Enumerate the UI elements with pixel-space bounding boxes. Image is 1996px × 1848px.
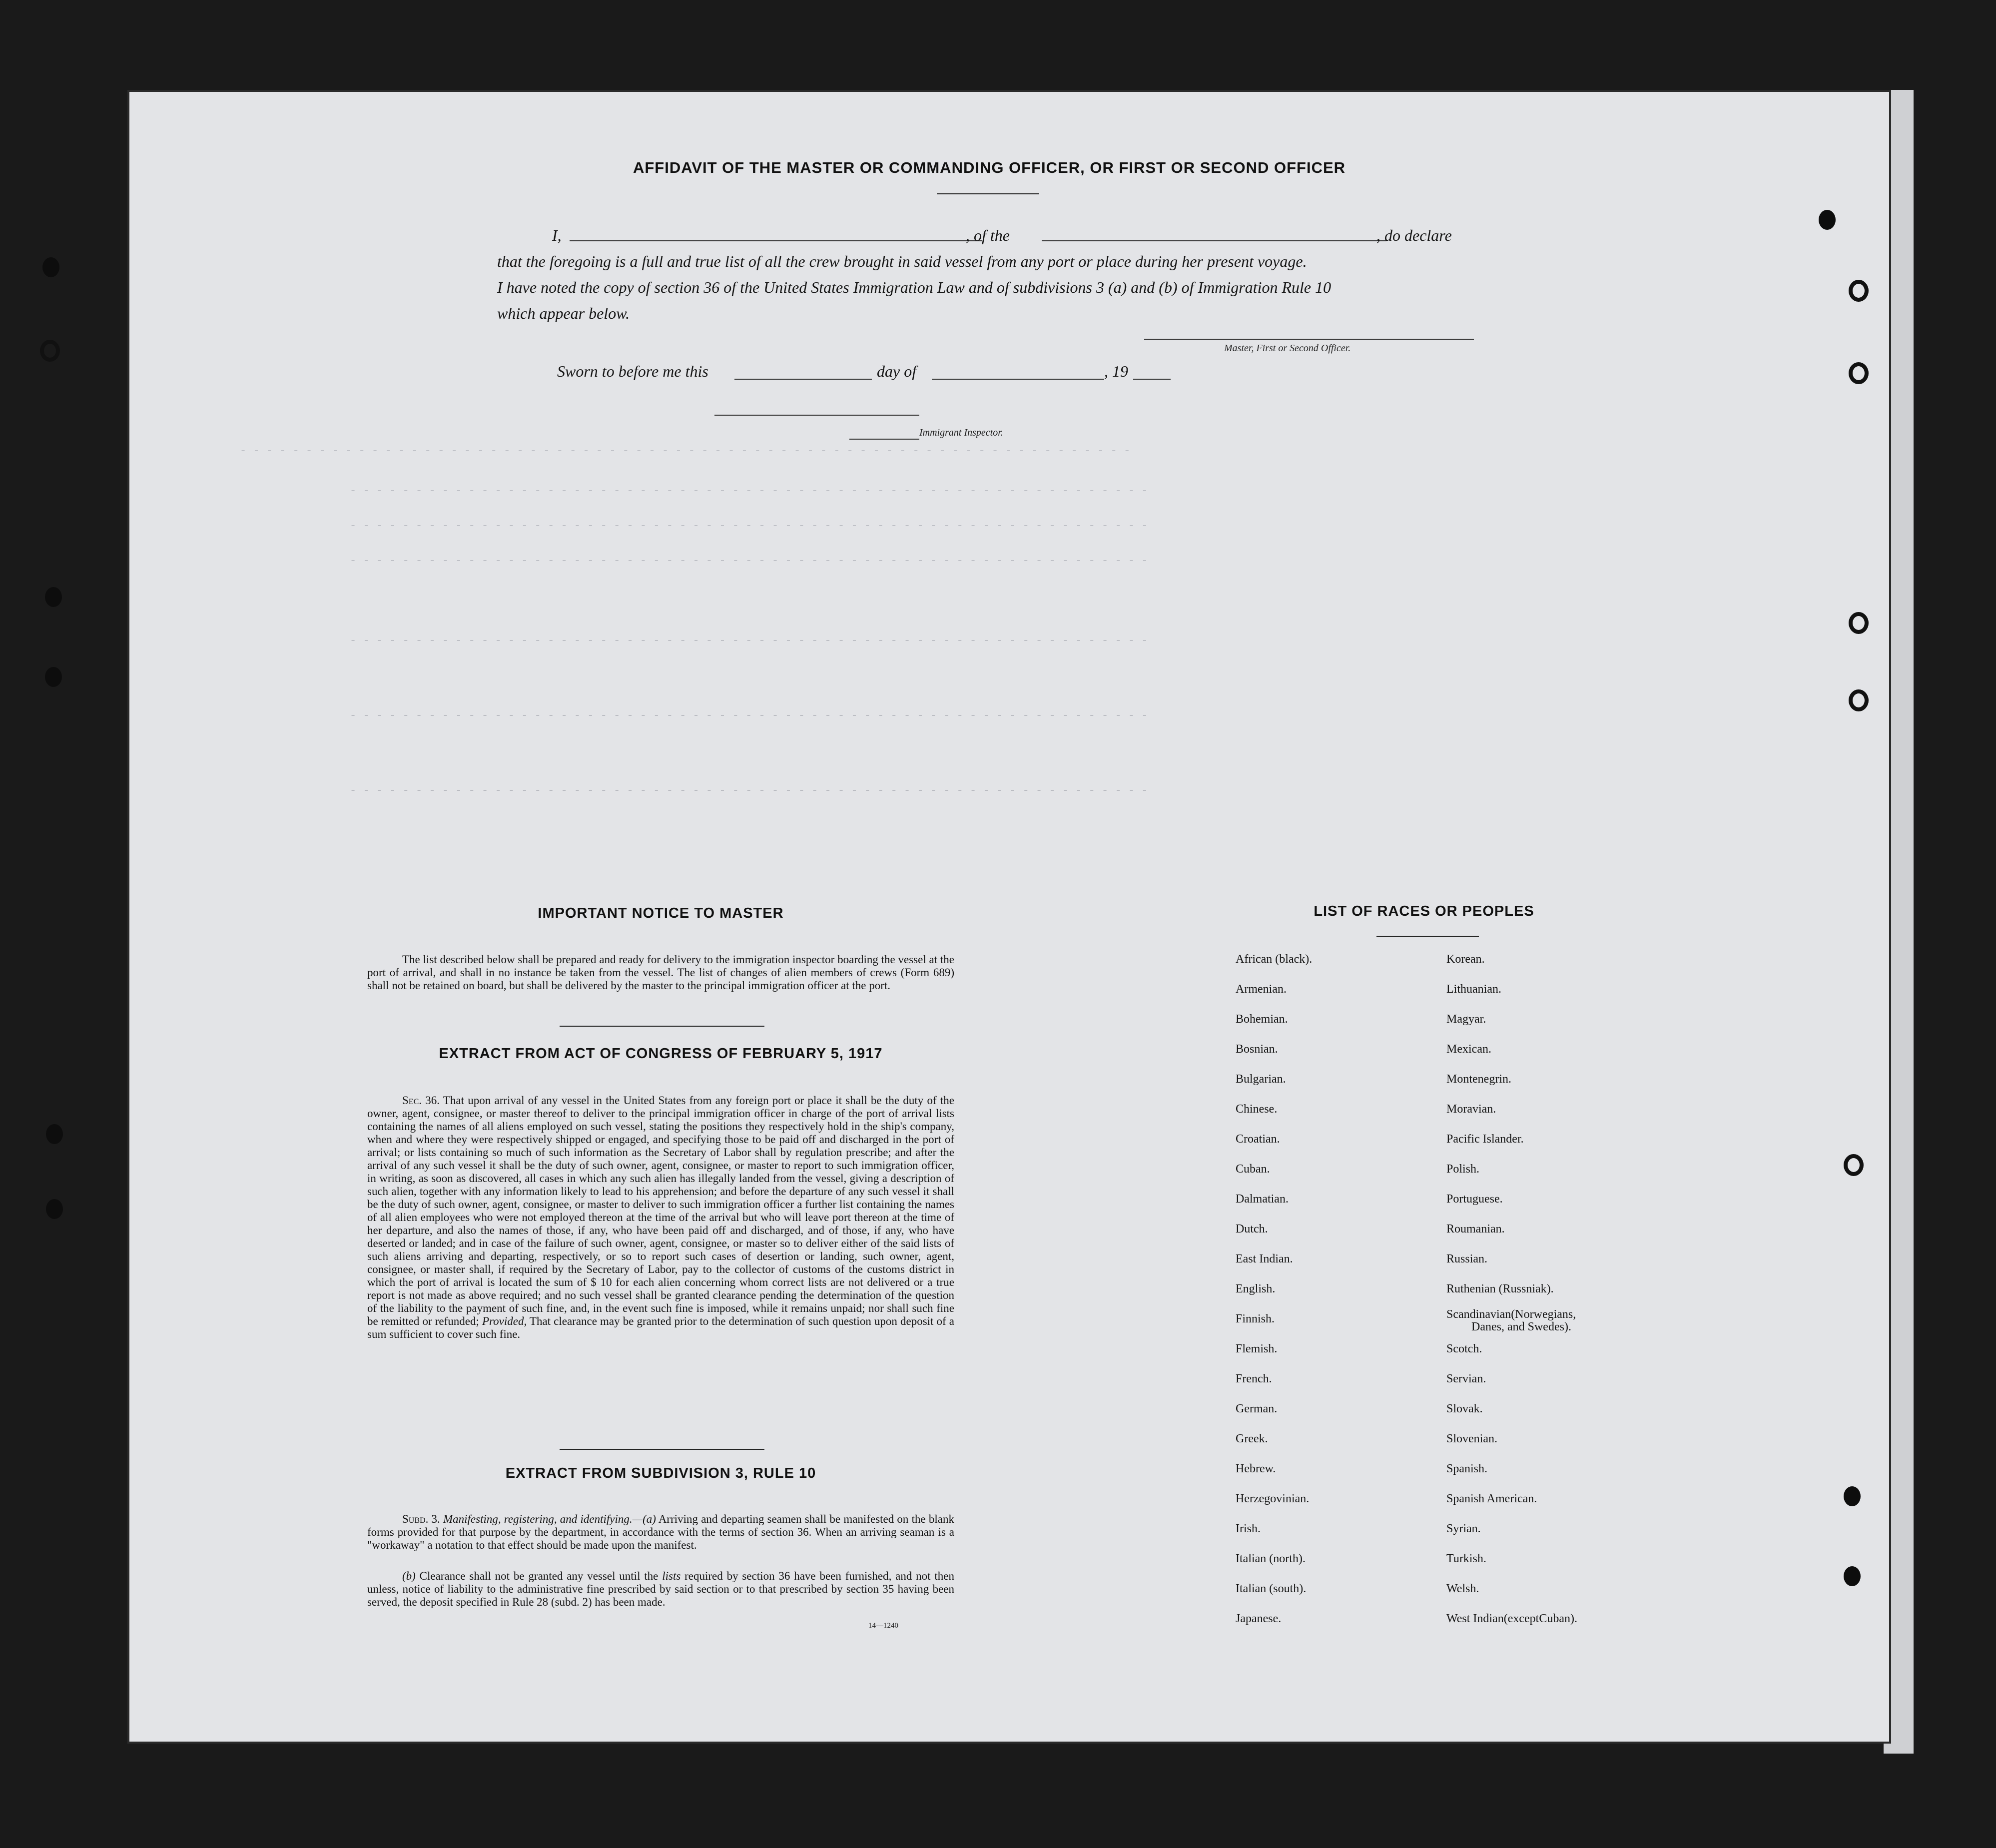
binder-hole [45,587,62,607]
rule10-title: EXTRACT FROM SUBDIVISION 3, RULE 10 [505,1465,816,1481]
affidavit-line-3: I have noted the copy of section 36 of the United States Immigration Law and of subdivisions 3 (a) and (b) of Immigration Rule 10 [497,278,1331,296]
master-signature-caption: Master, First or Second Officer. [1224,343,1351,354]
binder-hole [46,1199,63,1219]
binder-hole [40,340,60,362]
binder-hole [46,1124,63,1144]
race-item: Italian (north). [1236,1552,1306,1565]
affidavit-line-4: which appear below. [497,304,630,322]
race-item: West Indian(exceptCuban). [1446,1612,1577,1625]
race-item: Servian. [1446,1372,1486,1385]
affidavit-title: AFFIDAVIT OF THE MASTER OR COMMANDING OFFICER, OR FIRST OR SECOND OFFICER [633,159,1346,176]
binder-hole [1849,689,1869,711]
race-item: Finnish. [1236,1312,1275,1325]
divider [560,1449,764,1450]
sworn-prefix: Sworn to before me this [557,362,708,380]
race-item: Korean. [1446,953,1485,966]
race-item: East Indian. [1236,1252,1293,1265]
race-item: English. [1236,1282,1276,1295]
binder-hole [42,257,59,277]
master-signature-field[interactable] [1144,339,1474,340]
binder-hole [1849,362,1869,384]
race-item: Russian. [1446,1252,1488,1265]
divider [560,1026,764,1027]
race-item: Lithuanian. [1446,983,1501,996]
notice-title: IMPORTANT NOTICE TO MASTER [538,905,784,921]
sworn-day-of: day of [877,362,917,380]
divider [1376,936,1479,937]
sworn-month-field[interactable] [932,379,1104,380]
rule10-subd-heading: Manifesting, registering, and identifying.—(a) [443,1513,656,1525]
race-item: Bosnian. [1236,1043,1278,1056]
race-item: Scotch. [1446,1342,1482,1355]
rule10-b-body2: required by section 36 have been furnished, and not then unless, notice of liability to the administrative fine prescribed by said section or to that prescribed by section 35 having been served, the deposit specified in Rule 28 (subd. 2) has been made. [367,1570,955,1608]
race-item: French. [1236,1372,1272,1385]
race-item: Chinese. [1236,1103,1278,1116]
rule10-a-body: Arriving and departing seamen shall be manifested on the blank forms provided for that purpose by the department, in accordance with the terms of section 36. When an arriving seaman is a "workaway" a notation to that effect should be made upon the manifest. [367,1513,955,1551]
act-section-label: Sec. 36. [402,1094,440,1107]
rule10-b-lists: lists [662,1570,681,1582]
race-item: Greek. [1236,1432,1268,1445]
race-item: German. [1236,1402,1278,1415]
race-item: Japanese. [1236,1612,1282,1625]
binder-hole [1844,1566,1861,1586]
race-item: Dalmatian. [1236,1193,1289,1206]
race-item: Cuban. [1236,1163,1270,1176]
race-item: Portuguese. [1446,1193,1503,1206]
act-title: EXTRACT FROM ACT OF CONGRESS OF FEBRUARY 5, 1917 [439,1046,883,1062]
divider [937,193,1039,194]
sworn-day-field[interactable] [734,379,872,380]
race-item: Flemish. [1236,1342,1278,1355]
race-item: Scandinavian(Norwegians, [1446,1308,1576,1321]
race-item: Magyar. [1446,1013,1486,1026]
inspector-signature-underline [849,439,919,440]
binder-hole [1849,612,1869,634]
inspector-caption: Immigrant Inspector. [919,427,1003,438]
race-item: Welsh. [1446,1582,1479,1595]
race-item: Spanish. [1446,1462,1488,1475]
rule10-subd-a [367,1513,954,1552]
race-item: Pacific Islander. [1446,1133,1524,1146]
race-item: Spanish American. [1446,1492,1537,1505]
race-item: Mexican. [1446,1043,1491,1056]
race-item: Polish. [1446,1163,1480,1176]
race-item: Ruthenian (Russniak). [1446,1282,1554,1295]
race-item: Armenian. [1236,983,1287,996]
race-item: Roumanian. [1446,1223,1505,1235]
race-item: Bulgarian. [1236,1073,1286,1086]
races-title: LIST OF RACES OR PEOPLES [1314,903,1534,919]
race-item: African (black). [1236,953,1313,966]
affidavit-i-label: I, [552,226,562,244]
rule10-subd-label: Subd. 3. [402,1513,440,1525]
act-body-end: That clearance may be granted prior to the determination of such question upon deposit of a sum sufficient to cover such fine. [367,1315,954,1340]
inspector-signature-field[interactable] [714,415,919,416]
form-number: 14—1240 [868,1622,898,1630]
affidavit-declare-label: , do declare [1376,226,1452,244]
race-item: Croatian. [1236,1133,1280,1146]
binder-hole [1844,1154,1864,1176]
race-item: Dutch. [1236,1223,1268,1235]
binder-hole [1819,210,1836,230]
race-item: Slovak. [1446,1402,1483,1415]
race-item: Italian (south). [1236,1582,1307,1595]
notice-body: The list described below shall be prepared and ready for delivery to the immigration inspector boarding the vessel at the port of arrival, and shall in no instance be taken from the vessel. The list of changes of alien members of crews (Form 689) shall not be retained on board, but shall be delivered by the master to the principal immigration officer at the port. [367,953,954,992]
binder-hole [45,667,62,687]
sworn-year-field[interactable] [1133,379,1171,380]
race-item: Hebrew. [1236,1462,1276,1475]
binder-hole [1849,280,1869,302]
affidavit-of-the-label: , of the [966,226,1010,244]
race-item: Danes, and Swedes). [1471,1320,1571,1333]
race-item: Syrian. [1446,1522,1481,1535]
race-item: Montenegrin. [1446,1073,1511,1086]
act-body: That upon arrival of any vessel in the United States from any foreign port or place it shall be the duty of the owner, agent, consignee, or master thereof to deliver to the principal immigration officer in charge of the port of arrival lists containing the names of all aliens employed on such vessel, stating the positions they respectively hold in the ship's company, when and where they were respectively shipped or engaged, and specifying those to be paid off and discharged in the port of arrival; or lists containing so much of such information as the Secretary of Labor shall by regulation prescribe; and after the arrival of any such vessel it shall be the duty of such owner, agent, consignee, or master to report to such immigration officer, in writing, as soon as discovered, all cases in which any such alien has illegally landed from the vessel, giving a description of such alien, together with any information likely to lead to his apprehension; and before the departure of any such vessel it shall be the duty of such owner, agent, consignee, or master to deliver to such immigration officer a further list containing the names of all alien employees who were not employed thereon at the time of the arrival but who will leave port thereon at the time of her departure, and also the names of those, if any, who have been paid off and discharged, and of those, if any, who have deserted or landed; and in case of the failure of such owner, agent, consignee, or master so to deliver either of the said lists of such aliens arriving and departing, respectively, or so to report such cases of desertion or landing, such owner, agent, consignee, or master shall, if required by the Secretary of Labor, pay to the collector of customs of the customs district in which the port of arrival is located the sum of $ 10 for each alien concerning whom correct lists are not delivered or a true report is not made as above required; and no such vessel shall be granted clearance pending the determination of the question of the liability to the payment of such fine, and, in the event such fine is imposed, while it remains unpaid; nor shall such fine be remitted or refunded; [367,1094,954,1327]
binder-hole [1844,1486,1861,1506]
race-item: Bohemian. [1236,1013,1288,1026]
officer-name-field[interactable] [570,240,982,241]
rule10-b-body1: Clearance shall not be granted any vessel until the [419,1570,659,1582]
act-provided: Provided, [482,1315,527,1327]
rule10-b-label: (b) [402,1570,416,1582]
sworn-year-prefix: , 19 [1104,362,1128,380]
vessel-name-field[interactable] [1042,240,1386,241]
race-item: Moravian. [1446,1103,1496,1116]
race-item: Herzegovinian. [1236,1492,1310,1505]
affidavit-declaration [497,222,1476,326]
rule10-subd-b [367,1570,954,1609]
act-section-36 [367,1094,954,1341]
race-item: Irish. [1236,1522,1261,1535]
affidavit-line-2: that the foregoing is a full and true list of all the crew brought in said vessel from any port or place during her present voyage. [497,252,1307,270]
race-item: Slovenian. [1446,1432,1497,1445]
race-item: Turkish. [1446,1552,1486,1565]
